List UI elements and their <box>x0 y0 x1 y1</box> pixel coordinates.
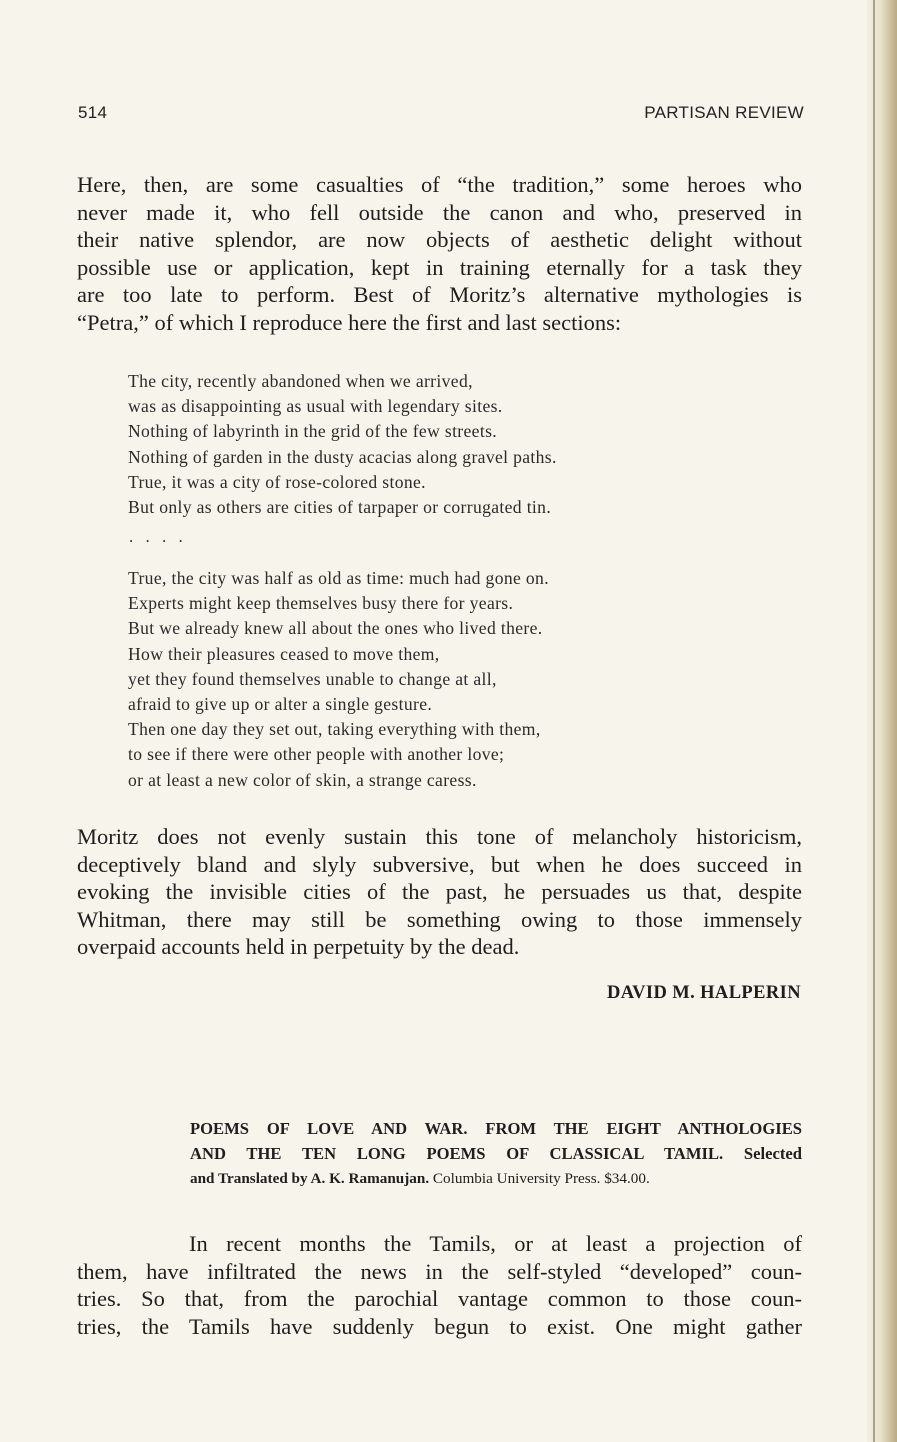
poem-line: to see if there were other people with another love; <box>128 744 505 765</box>
review-heading-line: AND THE TEN LONG POEMS OF CLASSICAL TAMIL. Selected <box>190 1144 802 1163</box>
poem-stanza-2 <box>128 566 768 793</box>
paragraph-2-line: deceptively bland and slyly subversive, but when he does succeed in <box>77 851 802 877</box>
poem-line: How their pleasures ceased to move them, <box>128 643 440 664</box>
paragraph-2-line: Whitman, there may still be something owing to those immensely <box>77 906 802 932</box>
paragraph-3 <box>77 1230 802 1340</box>
poem-line: Then one day they set out, taking everything with them, <box>128 719 541 740</box>
paragraph-3-line: tries. So that, from the parochial vantage common to those coun- <box>77 1286 802 1312</box>
journal-title: PARTISAN REVIEW <box>644 103 804 122</box>
page-edge-shadow <box>867 0 897 1442</box>
review-heading-line: POEMS OF LOVE AND WAR. FROM THE EIGHT ANTHOLOGIES <box>190 1119 802 1138</box>
paragraph-1-line: never made it, who fell outside the canon and who, preserved in <box>77 199 802 225</box>
poem-line: True, the city was half as old as time: much had gone on. <box>128 568 549 588</box>
paragraph-1-line: Here, then, are some casualties of “the tradition,” some heroes who <box>77 172 802 197</box>
paragraph-1-line: possible use or application, kept in training eternally for a task they <box>77 254 802 280</box>
poem-line: The city, recently abandoned when we arrived, <box>128 371 473 391</box>
paragraph-3-line: In recent months the Tamils, or at least a projection of <box>189 1231 802 1256</box>
review-heading-translator: and Translated by A. K. Ramanujan. <box>190 1170 430 1187</box>
poem-line: But only as others are cities of tarpaper or corrugated tin. <box>128 497 552 518</box>
poem-line: Experts might keep themselves busy there for years. <box>128 593 514 614</box>
page-edge-line <box>873 0 875 1442</box>
poem-line: yet they found themselves unable to change at all, <box>128 668 497 689</box>
poem-line: True, it was a city of rose-colored stone. <box>128 471 426 492</box>
paragraph-1-line: their native splendor, are now objects of aesthetic delight without <box>77 227 802 253</box>
poem-line: Nothing of labyrinth in the grid of the few streets. <box>128 421 498 442</box>
poem-line: Nothing of garden in the dusty acacias along gravel paths. <box>128 446 557 467</box>
poem-section-break: . . . . <box>129 527 187 546</box>
paragraph-1-line: are too late to perform. Best of Moritz’s alternative mythologies is <box>77 282 802 308</box>
running-head <box>78 103 804 127</box>
poem-line: was as disappointing as usual with legendary sites. <box>128 396 503 417</box>
paragraph-2-line: evoking the invisible cities of the past, he persuades us that, despite <box>77 879 802 905</box>
poem-line: or at least a new color of skin, a strange caress. <box>128 769 477 790</box>
poem-line: afraid to give up or alter a single gesture. <box>128 694 433 715</box>
author-signature: DAVID M. HALPERIN <box>606 983 801 1003</box>
poem-stanza-1 <box>128 369 768 520</box>
paragraph-2-line: Moritz does not evenly sustain this tone of melancholy historicism, <box>77 824 802 849</box>
review-heading <box>190 1116 802 1191</box>
page-number: 514 <box>78 103 108 122</box>
poem-line: But we already knew all about the ones who lived there. <box>128 618 543 639</box>
paragraph-3-line: them, have infiltrated the news in the self-styled “developed” coun- <box>77 1258 802 1284</box>
paragraph-2 <box>77 823 802 961</box>
paragraph-1-line: “Petra,” of which I reproduce here the first and last sections: <box>77 309 622 335</box>
review-heading-publisher-line <box>190 1166 802 1191</box>
paragraph-1 <box>77 171 802 337</box>
review-heading-publisher: Columbia University Press. $34.00. <box>429 1170 650 1187</box>
paragraph-2-line: overpaid accounts held in perpetuity by the dead. <box>77 934 520 960</box>
paragraph-3-line: tries, the Tamils have suddenly begun to exist. One might gather <box>77 1313 802 1339</box>
